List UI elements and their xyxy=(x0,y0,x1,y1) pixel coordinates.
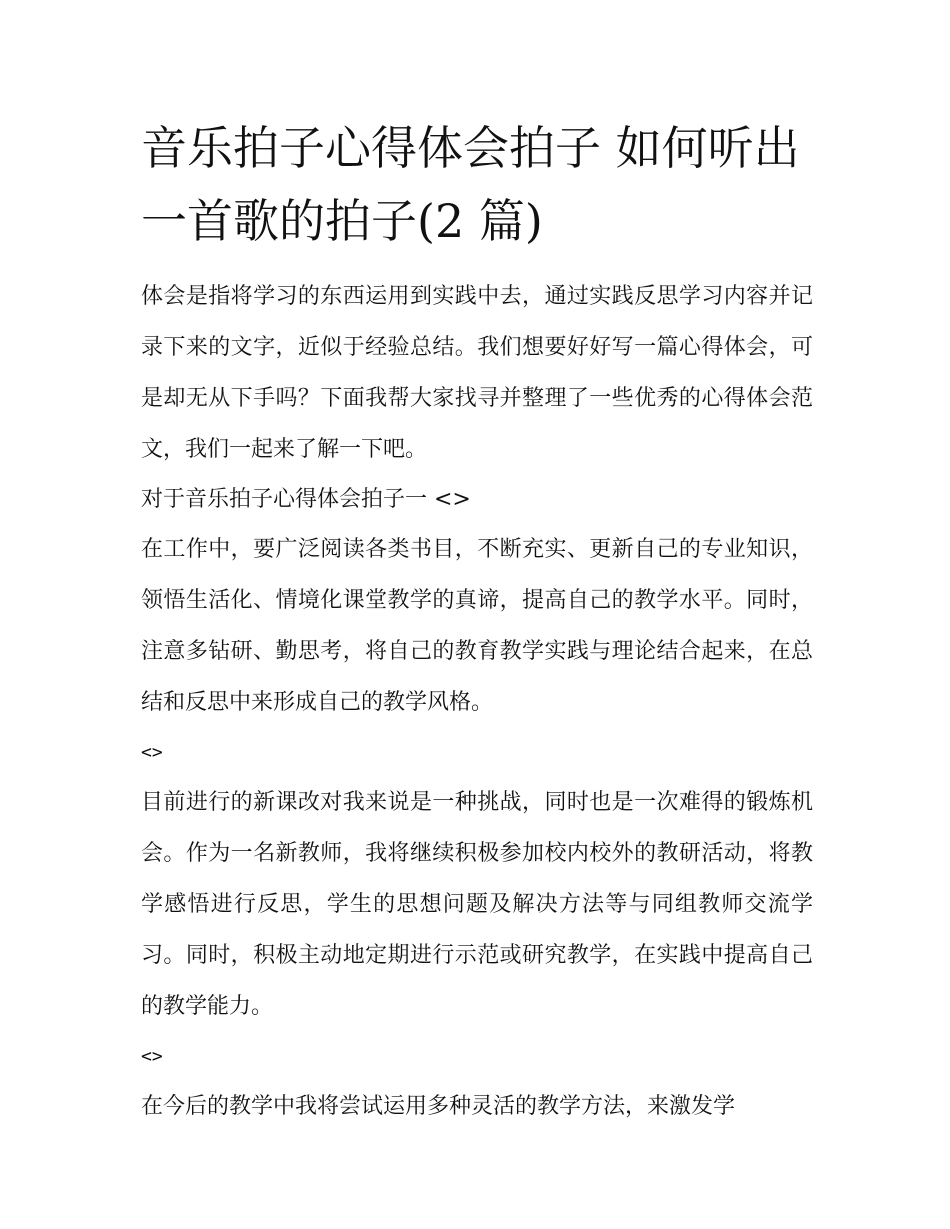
body-paragraph-3: 在今后的教学中我将尝试运用多种灵活的教学方法，来激发学 xyxy=(141,1094,736,1119)
body-paragraph-1: 在工作中，要广泛阅读各类书目，不断充实、更新自己的专业知识，领悟生活化、情境化课堂教学的真谛，提高自己的教学水平。同时，注意多钻研、勤思考，将自己的教育教学实践与理论结合起来，在总结和反思中来形成自己的教学风格。 xyxy=(141,537,813,715)
section-marker-1: <> xyxy=(141,742,163,763)
document-body xyxy=(141,271,813,1132)
section-heading-1: 对于音乐拍子心得体会拍子一 <> xyxy=(141,487,471,512)
document-title: 音乐拍子心得体会拍子 如何听出一首歌的拍子(2 篇) xyxy=(141,121,800,248)
body-paragraph-2: 目前进行的新课改对我来说是一种挑战，同时也是一次难得的锻炼机会。作为一名新教师，我将继续积极参加校内校外的教研活动，将教学感悟进行反思，学生的思想问题及解决方法等与同组教师交流学习。同时，积极主动地定期进行示范或研究教学，在实践中提高自己的教学能力。 xyxy=(141,790,813,1019)
document-page xyxy=(141,112,813,1132)
section-marker-2: <> xyxy=(141,1046,163,1067)
intro-paragraph: 体会是指将学习的东西运用到实践中去，通过实践反思学习内容并记录下来的文字，近似于经验总结。我们想要好好写一篇心得体会，可是却无从下手吗？下面我帮大家找寻并整理了一些优秀的心得体会范文，我们一起来了解一下吧。 xyxy=(141,284,813,462)
